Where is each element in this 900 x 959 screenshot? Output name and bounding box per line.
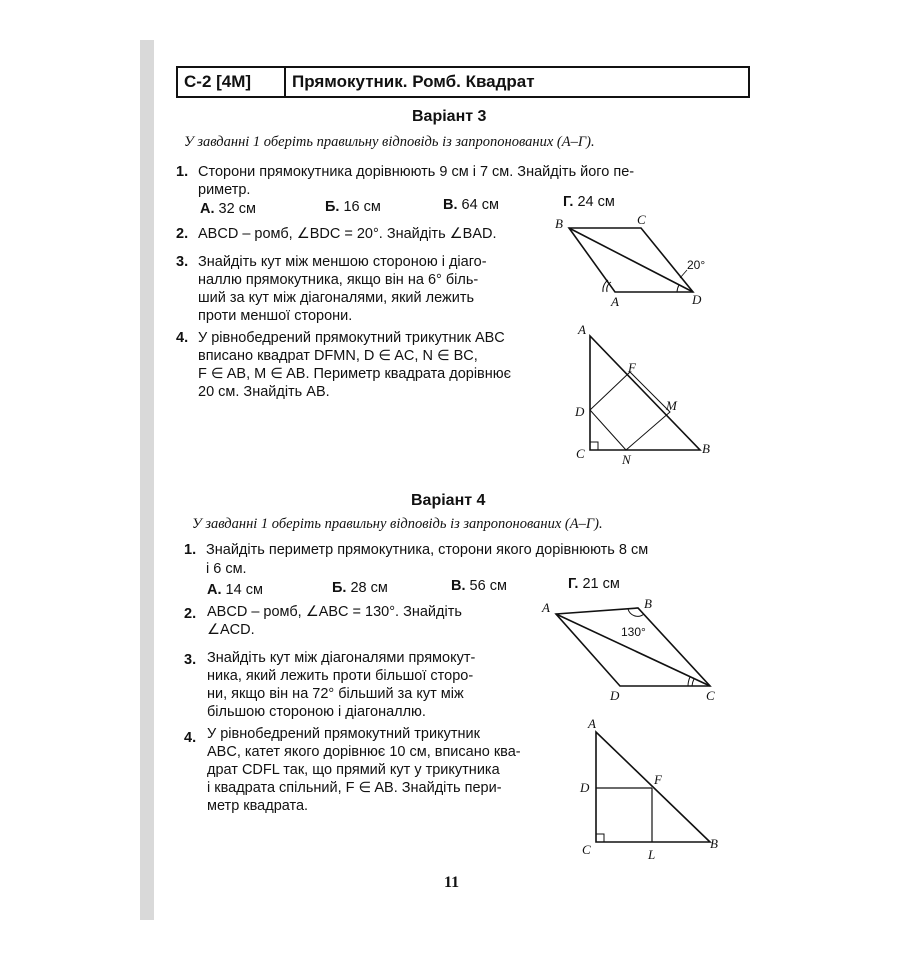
v4-task4-line1: У рівнобедрений прямокутний трикутник — [207, 726, 480, 742]
v3-rhombus-figure — [545, 210, 725, 310]
v4-rhombus-outline — [556, 608, 710, 686]
v4-tri-label-l: L — [648, 847, 656, 862]
v3-inscribed-square — [590, 372, 670, 450]
v3-angle-arc-d — [677, 285, 679, 292]
v4-angle-arc-c — [692, 679, 694, 686]
v3-tri-label-n: N — [622, 452, 631, 467]
v4-label-d: D — [610, 688, 620, 703]
v3-label-b: B — [555, 216, 563, 231]
variant-3-instruction: У завданні 1 оберіть правильну відповідь із запропонованих (А–Г). — [184, 134, 595, 150]
v4-option-b: Б. 28 см — [332, 580, 388, 596]
v3-angle-arc-a — [607, 282, 611, 292]
v3-label-c: C — [637, 212, 646, 227]
v4-option-v: В. 56 см — [451, 578, 507, 594]
v4-task3-line1: Знайдіть кут між діагоналями прямокут- — [207, 650, 476, 666]
v3-task3-line2: наллю прямокутника, якщо він на 6° біль- — [198, 272, 479, 288]
variant-4-instruction: У завданні 1 оберіть правильну відповідь із запропонованих (А–Г). — [192, 516, 603, 532]
v3-tri-label-c: C — [576, 446, 585, 461]
v4-tri-label-a: A — [588, 716, 596, 731]
page-number: 11 — [444, 874, 460, 891]
v4-label-a: A — [542, 600, 550, 615]
v3-triangle-figure — [570, 320, 720, 468]
v4-task2-line2: ∠ACD. — [207, 622, 255, 638]
v4-task3-line2: ника, який лежить проти більшої сторо- — [207, 668, 474, 684]
variant-4-title: Варіант 4 — [411, 492, 486, 509]
v4-task3-line4: більшою стороною і діагоналлю. — [207, 704, 426, 720]
v3-label-d: D — [692, 292, 702, 307]
v4-label-b: B — [644, 596, 652, 611]
v4-task1-line1: Знайдіть периметр прямокутника, сторони якого дорівнюють 8 см — [206, 542, 649, 558]
v3-tri-label-d: D — [575, 404, 585, 419]
v3-option-v: В. 64 см — [443, 197, 499, 213]
v4-rhombus-figure — [538, 594, 728, 706]
v3-tri-label-m: M — [666, 398, 677, 413]
section-header — [176, 66, 750, 98]
v3-task3-line3: ший за кут між діагоналями, який лежить — [198, 290, 475, 306]
v4-task4-line5: метр квадрата. — [207, 798, 309, 814]
v3-option-a: А. 32 см — [200, 201, 256, 217]
v3-task3-line4: проти меншої сторони. — [198, 308, 353, 324]
v4-task4-line3: драт CDFL так, що прямий кут у трикутника — [207, 762, 500, 778]
v3-task4-line2: вписано квадрат DFMN, D ∈ AC, N ∈ BC, — [198, 348, 478, 364]
v4-task2-line1: ABCD – ромб, ∠ABC = 130°. Знайдіть — [207, 604, 462, 620]
v4-task4-number: 4. — [184, 730, 197, 746]
v3-angle-pointer — [680, 270, 687, 278]
v3-task2-line1: ABCD – ромб, ∠BDC = 20°. Знайдіть ∠BAD. — [198, 226, 497, 242]
v4-task2-number: 2. — [184, 606, 197, 622]
section-title: Прямокутник. Ромб. Квадрат — [292, 72, 535, 91]
v3-task4-line3: F ∈ AB, M ∈ AB. Периметр квадрата дорівнює — [198, 366, 512, 382]
v4-angle-arc-c2 — [688, 677, 690, 686]
v4-tri-label-f: F — [654, 772, 662, 787]
v3-task4-number: 4. — [176, 330, 189, 346]
v4-task1-line2: і 6 см. — [206, 561, 247, 577]
section-code: С-2 [4М] — [178, 68, 286, 96]
v3-option-g: Г. 24 см — [563, 194, 615, 210]
v3-task1-number: 1. — [176, 164, 189, 180]
v4-option-a: А. 14 см — [207, 582, 263, 598]
v4-option-g: Г. 21 см — [568, 576, 620, 592]
v3-task2-number: 2. — [176, 226, 189, 242]
v4-task4-line4: і квадрата спільний, F ∈ AB. Знайдіть пери- — [207, 780, 502, 796]
v4-tri-label-c: C — [582, 842, 591, 857]
v4-label-c: C — [706, 688, 715, 703]
v3-task1-line2: риметр. — [198, 182, 251, 198]
v4-task1-number: 1. — [184, 542, 197, 558]
v4-task3-line3: ни, якщо він на 72° більший за кут між — [207, 686, 464, 702]
v3-option-b: Б. 16 см — [325, 199, 381, 215]
v3-task4-line4: 20 см. Знайдіть AB. — [198, 384, 330, 400]
v3-tri-label-f: F — [628, 360, 636, 375]
v4-triangle-outline — [596, 732, 710, 842]
v3-task4-line1: У рівнобедрений прямокутний трикутник ABC — [198, 330, 505, 346]
v3-tri-label-a: A — [578, 322, 586, 337]
v4-task3-number: 3. — [184, 652, 197, 668]
v3-task3-number: 3. — [176, 254, 189, 270]
v3-tri-label-b: B — [702, 441, 710, 456]
v4-triangle-figure — [570, 714, 730, 864]
v3-angle-value: 20° — [687, 258, 706, 272]
v4-angle-value: 130° — [621, 625, 646, 639]
v3-label-a: A — [611, 294, 619, 309]
v4-right-angle-mark — [596, 834, 604, 842]
v3-task3-line1: Знайдіть кут між меншою стороною і діаго- — [198, 254, 487, 270]
v4-task4-line2: ABC, катет якого дорівнює 10 см, вписано ква- — [207, 744, 521, 760]
v4-tri-label-b: B — [710, 836, 718, 851]
v3-triangle-outline — [590, 336, 700, 450]
v3-task1-line1: Сторони прямокутника дорівнюють 9 см і 7 см. Знайдіть його пе- — [198, 164, 635, 180]
scan-edge — [140, 40, 154, 920]
v3-rhombus-diagonal — [569, 228, 693, 292]
variant-3-title: Варіант 3 — [412, 108, 487, 125]
v3-right-angle-mark — [590, 442, 598, 450]
v4-tri-label-d: D — [580, 780, 590, 795]
